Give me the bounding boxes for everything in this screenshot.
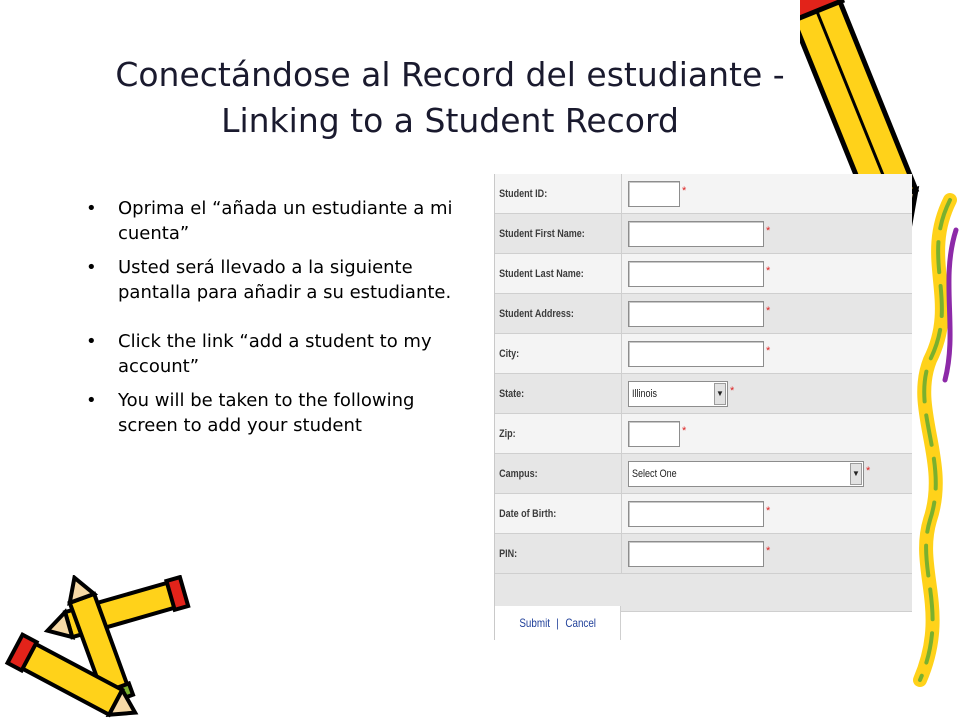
bullet-text: Click the link “add a student to my account”	[118, 331, 432, 377]
bullet-marker: •	[86, 390, 97, 411]
field-label: Student Address:	[499, 307, 574, 320]
required-marker: *	[682, 424, 687, 437]
required-marker: *	[682, 184, 687, 197]
form-row-address	[495, 294, 912, 334]
bullet-marker: •	[86, 198, 97, 219]
cancel-link[interactable]: Cancel	[565, 616, 597, 630]
pencils-clipart-bottom-left	[0, 575, 200, 720]
bullet-item	[86, 329, 458, 379]
form-row-first-name	[495, 214, 912, 254]
bullet-list	[86, 196, 458, 447]
form-row-last-name	[495, 254, 912, 294]
bullet-item	[86, 255, 458, 305]
state-select-value: Illinois	[632, 387, 658, 400]
state-select[interactable]	[628, 381, 728, 407]
required-marker: *	[766, 504, 771, 517]
required-marker: *	[766, 264, 771, 277]
campus-select-value: Select One	[632, 467, 677, 480]
zip-input[interactable]	[628, 421, 680, 447]
required-marker: *	[766, 224, 771, 237]
form-row-pin	[495, 534, 912, 574]
date-of-birth-input[interactable]	[628, 501, 764, 527]
last-name-input[interactable]	[628, 261, 764, 287]
submit-link[interactable]: Submit	[518, 616, 550, 630]
bullet-marker: •	[86, 257, 97, 278]
student-id-input[interactable]	[628, 181, 680, 207]
form-row-city	[495, 334, 912, 374]
bullet-marker: •	[86, 331, 97, 352]
bullet-item	[86, 196, 458, 246]
field-label: City:	[499, 347, 520, 360]
field-label: Student Last Name:	[499, 267, 584, 280]
add-student-form	[494, 174, 912, 640]
form-row-date-of-birth	[495, 494, 912, 534]
required-marker: *	[766, 344, 771, 357]
required-marker: *	[766, 544, 771, 557]
campus-select[interactable]	[628, 461, 864, 487]
bullet-text: Usted será llevado a la siguiente pantalla para añadir a su estudiante.	[118, 257, 452, 303]
bullet-text: You will be taken to the following screen to add your student	[118, 390, 415, 436]
form-row-zip	[495, 414, 912, 454]
pin-input[interactable]	[628, 541, 764, 567]
field-label: State:	[499, 387, 525, 400]
field-label: Campus:	[499, 467, 538, 480]
address-input[interactable]	[628, 301, 764, 327]
field-label: Zip:	[499, 427, 516, 440]
bullet-text: Oprima el “añada un estudiante a mi cuenta”	[118, 198, 453, 244]
required-marker: *	[730, 384, 735, 397]
chevron-down-icon[interactable]: ▼	[850, 463, 862, 485]
slide-title: Conectándose al Record del estudiante - Linking to a Student Record	[115, 55, 785, 140]
form-row-student-id	[495, 174, 912, 214]
field-label: Date of Birth:	[499, 507, 557, 520]
required-marker: *	[866, 464, 871, 477]
field-label: Student ID:	[499, 187, 548, 200]
city-input[interactable]	[628, 341, 764, 367]
required-marker: *	[766, 304, 771, 317]
field-label: PIN:	[499, 547, 518, 560]
form-row-campus	[495, 454, 912, 494]
form-actions	[495, 606, 621, 640]
first-name-input[interactable]	[628, 221, 764, 247]
chevron-down-icon[interactable]: ▼	[714, 383, 726, 405]
field-label: Student First Name:	[499, 227, 585, 240]
link-separator: |	[556, 616, 559, 630]
bullet-item	[86, 388, 458, 438]
form-row-state	[495, 374, 912, 414]
